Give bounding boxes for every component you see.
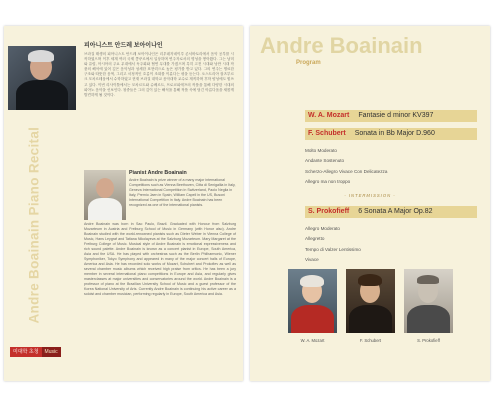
movement: Allegro Moderato [305,226,340,231]
work-title: Sonata in Bb Major D.960 [354,130,435,137]
pianist-photo-large [8,46,76,110]
portrait-mozart [288,269,337,333]
work-title: Fantasie d minor KV397 [358,112,434,119]
work-title: 6 Sonata A Major Op.82 [358,208,433,215]
korean-bio: 브라질 태생의 피아니스트 안드레 보아이나인은 리우데자네이루 콘서바토리에서 음악 공부를 시작하였으며 이후 세계 여러 국제 콩쿠르에서 입상하며 연주자로서의 명성을 쌓아왔다. 그는 남미와 유럽, 아시아의 주요 무대에서 독주회와 협연 무대를 가졌으며 특히 고전 시대와 낭만 시대 작품의 해석에 있어 깊은 음악성과 섬세한 표현력으로 높은 평가를 받고 있다. 그의 연주는 명료한 구조와 따뜻한 음색, 그리고 서정적인 흐름이 조화를 이룬다는 평을 듣는다. 오스트리아 잘츠부르크 모차르테움에서 수학하였고 현재 브라질 대학교 음악대학 교수로 재직하며 후학 양성에도 힘쓰고 있다. 이번 리사이틀에서는 모차르트와 슈베르트, 프로코피에프의 작품을 통해 다양한 시대의 피아노 음악을 선보인다. 청중들은 그의 깊이 있는 해석을 통해 작품 속에 담긴 아름다움을 새롭게 발견하게 될 것이다. [84,52,234,97]
right-page [250,26,490,381]
prokofieff-movements [305,224,361,266]
portrait-schubert [346,269,395,333]
piece-bar-mozart [305,110,477,122]
piece-bar-schubert [305,128,477,140]
program-title: Andre Boainain [260,33,423,58]
left-page [4,26,243,381]
pianist-bio: Andre Boainain was born in Sao Paulo, Brazil. Graduated with Honour from Salzburg Mozarteum in Austria and Freiburg School of Music in Germany (with Honor also). Andre Boainain studied with the world-renowned pianists such as Dieter Weber in Vienna College of Music, Hans Leygraf and Tatiana Nikolayeva at the Salzburg Mozarteum. Mary Margaret at the Freiburg College of Music. Musical style of Andre Boainain is emotional expressiveness and rich sound palette. Andre Boainain is known as a concert pianist in Europe, South America, Asia and the USA. He has played with orchestras such as the Berlin Philharmonic, Wiener Symphoniker, Tokyo Symphony and appeared in many of the major concert halls of Europe, America and Asia. He has recorded solo works of Mozart, Schubert and Prokofiev as well as several chamber music albums which received high praise from critics. He has been a jury member in several international piano competitions in Europe and Asia, and regularly gives masterclasses at major universities and conservatories around the world. Andre Boainain is a professor of piano at the Brazilian University School of Music and a guest professor of the Korea National University of Arts. Currently Andre Boainain is continuing his active career as a soloist and chamber musician, performing regularly in Europe, South America and Asia. [84,222,236,296]
movement: Tempo di Valzer Lentissimo [305,246,361,252]
composer-name: F. Schubert [308,130,346,137]
vertical-title: Andre Boainain Piano Recital [26,126,42,324]
schubert-movements [305,146,387,188]
badge-korean: 미대학 초청 [10,347,42,357]
korean-heading: 피아니스트 안드레 보아이나인 [84,43,163,49]
movement: Scherzo-Allegro Vivace Con Delicatezza [305,168,388,174]
pianist-heading: Pianist Andre Boainain [129,170,187,176]
pianist-photo-small [84,170,126,220]
portrait-prokofieff [404,269,453,333]
intermission-label: - INTERMISSION - [344,193,396,198]
caption-prokofieff: S. Prokofieff [417,338,440,343]
piece-bar-prokofieff [305,206,477,218]
caption-mozart: W. A. Mozart [300,338,325,343]
badge-english: Music [42,347,61,357]
program-subtitle: Program [296,60,321,66]
movement: Allegro ma non troppo [305,179,351,185]
movement: Vivace [305,257,319,263]
composer-name: W. A. Mozart [308,112,350,119]
movement: Molto Moderato [305,148,337,153]
movement: Andante Sostenuto [305,158,345,164]
movement: Allegretto [305,236,325,242]
composer-name: S. Prokofieff [308,208,350,215]
footer-badge [10,347,61,357]
pianist-intro: Andre Boainain is prize winner of a many major international Competitions such as Vienna Beethoven, Citta di Senigallia in Italy, Geneva International Competition in Switzerland, Paolo Neglia in Italy, Premio Jaen in Spain, William Capell in the US, Busoni International Competition in Italy. Andre Boainain has been recognized as one of the international pianists. [129,178,236,207]
caption-schubert: F. Schubert [359,338,382,343]
